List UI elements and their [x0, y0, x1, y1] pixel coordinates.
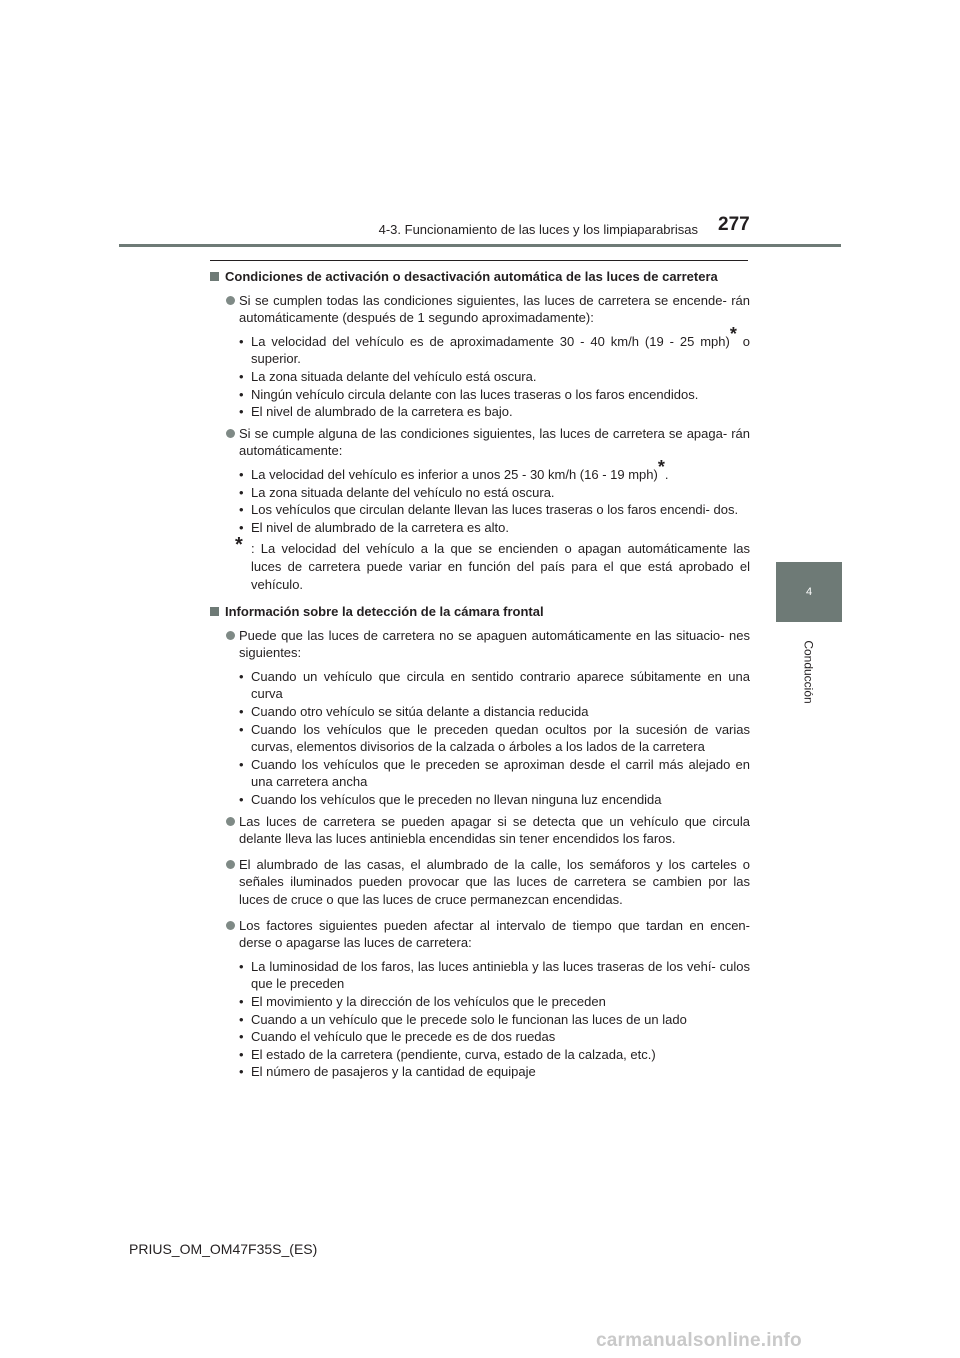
paragraph — [208, 425, 750, 460]
footnote-marker: * — [657, 456, 665, 477]
paragraph — [208, 813, 750, 848]
paragraph — [208, 627, 750, 662]
list-item-text-tail: o superior. — [251, 333, 750, 367]
list-item-text: Los vehículos que circulan delante llevan las luces traseras o los faros encendi- dos. — [251, 502, 739, 518]
list-item: • Cuando los vehículos que le preceden no llevan ninguna luz encendida — [208, 791, 750, 809]
list-item-text: El nivel de alumbrado de la carretera es alto. — [251, 519, 509, 535]
page-number: 277 — [718, 214, 750, 235]
list-item: • Cuando otro vehículo se sitúa delante a distancia reducida — [208, 703, 750, 721]
list-item: • La luminosidad de los faros, las luces antiniebla y las luces traseras de los vehí- culos que le preceden — [208, 958, 750, 993]
bullet-list — [208, 456, 750, 536]
paragraph-text: Si se cumple alguna de las condiciones siguientes, las luces de carretera se apaga- rán automáticamente: — [239, 425, 750, 459]
section-heading-camera-detection — [208, 603, 750, 621]
bullet-list — [208, 958, 750, 1081]
list-item: • El movimiento y la dirección de los vehículos que le preceden — [208, 993, 750, 1011]
footnote-text: : La velocidad del vehículo a la que se encienden o apagan automáticamente las luces de carretera puede variar en función del país para el que está aprobado el vehículo. — [251, 541, 750, 592]
header-rule — [119, 244, 841, 247]
paragraph-text: Puede que las luces de carretera no se apaguen automáticamente en las situacio- nes siguientes: — [239, 627, 750, 661]
circle-bullet-icon — [226, 631, 235, 640]
circle-bullet-icon — [226, 921, 235, 930]
list-item: • Cuando los vehículos que le preceden quedan ocultos por la sucesión de varias curvas, elementos divisorios de la calzada o árboles a los lados de la carretera — [208, 721, 750, 756]
bullet-list — [208, 323, 750, 421]
list-item — [208, 519, 750, 537]
list-item-text: El nivel de alumbrado de la carretera es bajo. — [251, 404, 513, 420]
bullet-list — [208, 668, 750, 809]
square-bullet-icon — [210, 272, 219, 281]
section-heading-text: Condiciones de activación o desactivación automática de las luces de carretera — [225, 269, 718, 284]
chapter-label — [784, 632, 834, 712]
paragraph-text: Los factores siguientes pueden afectar al intervalo de tiempo que tardan en encen- derse o apagarse las luces de carretera: — [239, 917, 750, 951]
footnote-asterisk: * — [235, 534, 243, 557]
section-heading-auto-high-beam — [208, 268, 750, 286]
square-bullet-icon — [210, 607, 219, 616]
list-item-text: La zona situada delante del vehículo está oscura. — [251, 368, 537, 384]
list-item: • Cuando un vehículo que circula en sentido contrario aparece súbitamente en una curva — [208, 668, 750, 703]
list-item-text: La velocidad del vehículo es de aproximadamente 30 - 40 km/h (19 - 25 mph) — [251, 333, 730, 349]
list-item — [208, 484, 750, 502]
list-item — [208, 456, 750, 484]
paragraph — [208, 917, 750, 952]
content-top-rule — [210, 260, 748, 261]
list-item — [208, 323, 750, 368]
running-header-title: 4-3. Funcionamiento de las luces y los limpiaparabrisas — [378, 222, 698, 237]
circle-bullet-icon — [226, 817, 235, 826]
section-heading-text: Información sobre la detección de la cámara frontal — [225, 604, 544, 620]
paragraph-text: El alumbrado de las casas, el alumbrado de la calle, los semáforos y los carteles o señales iluminados pueden provocar que las luces de carretera se cambien por las luces de cruce o que las luces de cruce permanezcan encendidas. — [239, 856, 750, 907]
list-item-text: La zona situada delante del vehículo no está oscura. — [251, 484, 555, 500]
circle-bullet-icon — [226, 429, 235, 438]
footnote — [208, 534, 750, 593]
list-item — [208, 368, 750, 386]
list-item: • El número de pasajeros y la cantidad de equipaje — [208, 1063, 750, 1081]
chapter-label-text: Conducción — [802, 640, 816, 704]
list-item: • El estado de la carretera (pendiente, curva, estado de la calzada, etc.) — [208, 1046, 750, 1064]
circle-bullet-icon — [226, 860, 235, 869]
footer-doc-code: PRIUS_OM_OM47F35S_(ES) — [129, 1241, 318, 1257]
list-item — [208, 386, 750, 404]
watermark: carmanualsonline.info — [596, 1330, 802, 1351]
footnote-marker: * — [729, 323, 737, 344]
list-item: • Cuando los vehículos que le preceden se aproximan desde el carril más alejado en una carretera ancha — [208, 756, 750, 791]
list-item-text: Ningún vehículo circula delante con las luces traseras o los faros encendidos. — [251, 386, 699, 402]
list-item-text-tail: . — [664, 466, 669, 482]
paragraph — [208, 856, 750, 909]
list-item — [208, 403, 750, 421]
page-content — [208, 268, 750, 1085]
list-item: • Cuando a un vehículo que le precede solo le funcionan las luces de un lado — [208, 1011, 750, 1029]
list-item-text: La velocidad del vehículo es inferior a unos 25 - 30 km/h (16 - 19 mph) — [251, 466, 658, 482]
list-item: • Cuando el vehículo que le precede es de dos ruedas — [208, 1028, 750, 1046]
paragraph-text: Si se cumplen todas las condiciones siguientes, las luces de carretera se encende- rán automáticamente (después de 1 segundo aproximadamente): — [239, 292, 750, 326]
chapter-tab: 4 — [776, 562, 842, 622]
list-item — [208, 501, 750, 519]
paragraph — [208, 292, 750, 327]
circle-bullet-icon — [226, 296, 235, 305]
paragraph-text: Las luces de carretera se pueden apagar si se detecta que un vehículo que circula delante lleva las luces antiniebla encendidas sin tener encendidos los faros. — [239, 813, 750, 847]
